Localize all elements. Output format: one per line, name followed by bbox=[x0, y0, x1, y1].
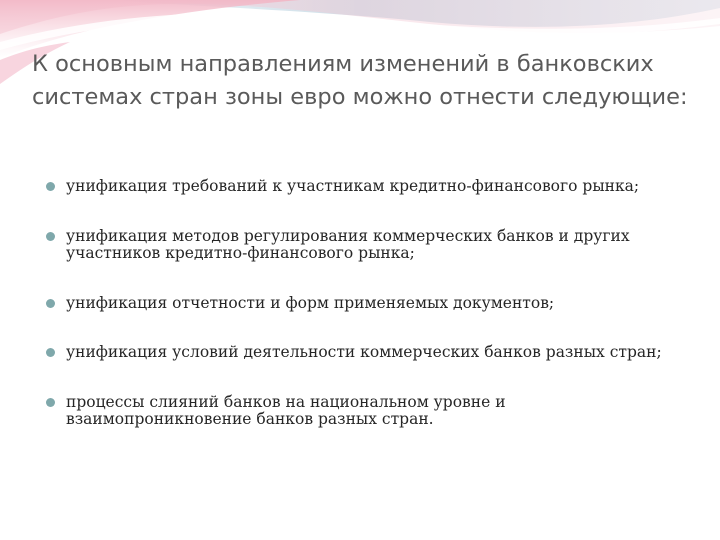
bullet-text: унификация методов регулирования коммерческих банков и других участников кредитно-финансового рынка; bbox=[66, 226, 630, 262]
bullet-list bbox=[46, 178, 686, 429]
bullet-item bbox=[46, 228, 686, 263]
bullet-text: унификация требований к участникам кредитно-финансового рынка; bbox=[66, 177, 640, 195]
bullet-item bbox=[46, 394, 686, 429]
bullet-text: процессы слияний банков на национальном уровне и взаимопроникновение банков разных стран. bbox=[66, 392, 506, 428]
bullet-item bbox=[46, 344, 686, 362]
bullet-dot-icon bbox=[46, 398, 55, 407]
bullet-dot-icon bbox=[46, 348, 55, 357]
bullet-item bbox=[46, 295, 686, 313]
bullet-text: унификация отчетности и форм применяемых документов; bbox=[66, 293, 555, 312]
bullet-dot-icon bbox=[46, 182, 55, 191]
bullet-dot-icon bbox=[46, 299, 55, 308]
bullet-text: унификация условий деятельности коммерческих банков разных стран; bbox=[66, 343, 662, 361]
slide-title: К основным направлениям изменений в банковских системах стран зоны евро можно отнести следующие: bbox=[32, 51, 688, 110]
bullet-dot-icon bbox=[46, 232, 55, 241]
bullet-item bbox=[46, 178, 686, 196]
